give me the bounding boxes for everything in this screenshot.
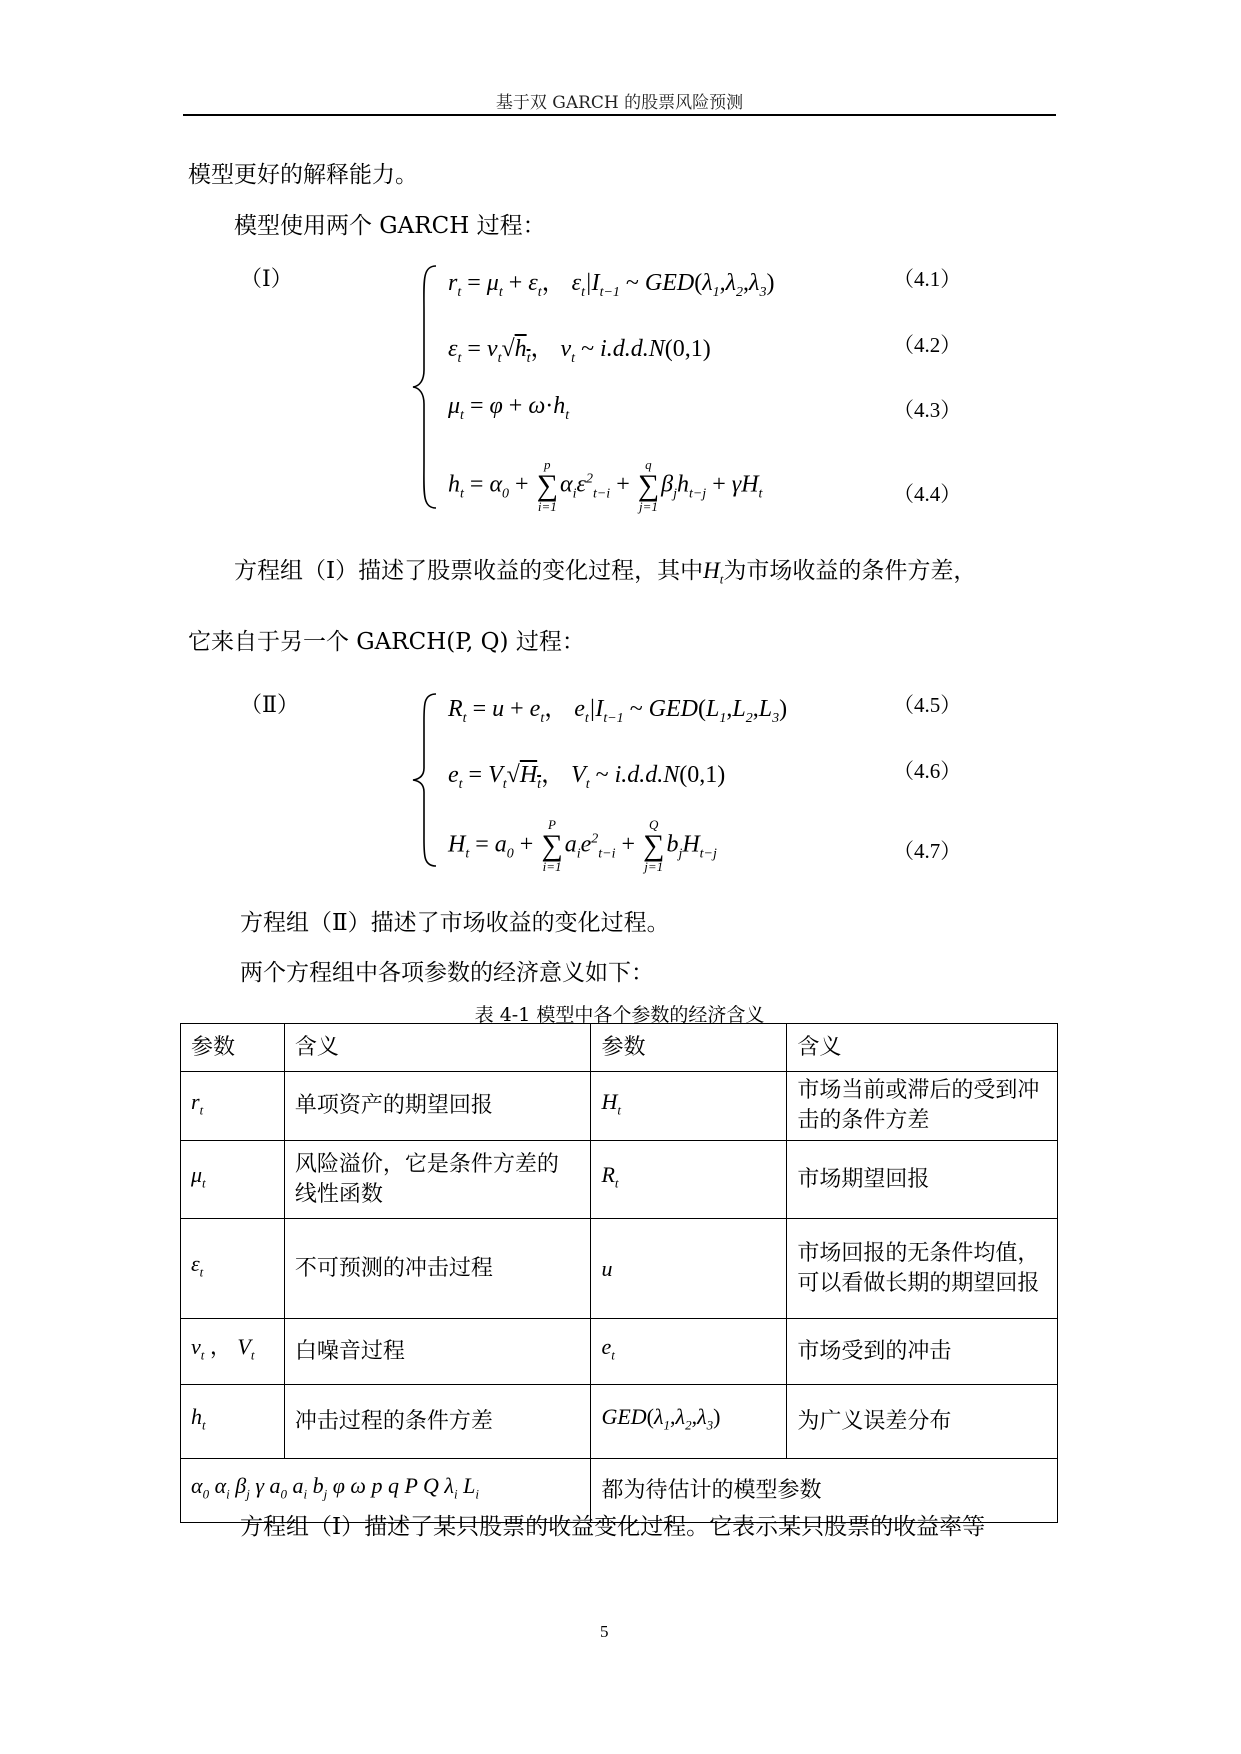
symbol-cell: $r_t$ <box>181 1072 285 1141</box>
running-header: 基于双 GARCH 的股票风险预测 <box>495 93 744 113</box>
paragraph-7: 方程组（Ⅰ）描述了某只股票的收益变化过程。它表示某只股票的收益率等 <box>240 1514 986 1540</box>
meaning-cell: 风险溢价，它是条件方差的线性函数 <box>284 1141 591 1219</box>
symbol-list-cell: $\alpha_0$ $\alpha_i$ $\beta_j$ γ $a_0$ $a_i$ $b_j$ φ ω p q P Q $\lambda_i$ $L_i$ <box>181 1459 591 1523</box>
symbol-cell: $\mu_t$ <box>181 1141 285 1219</box>
equation-number-4-7: （4.7） <box>893 839 962 863</box>
equation-4-6: $e_t = V_t√H_t$， $V_t$ ~ i.d.d.N(0,1) <box>448 762 726 792</box>
equation-number-4-5: （4.5） <box>893 693 962 717</box>
table-header-cell: 含义 <box>284 1024 591 1072</box>
paragraph-3-end: 为市场收益的条件方差， <box>723 558 977 584</box>
equation-4-1: $r_t = \mu_t + \varepsilon_t$， $\varepsilon_t|I_{t-1}$ ~ $GED(\lambda_1,\lambda_2,\lambda_3)$ <box>448 270 775 300</box>
equation-4-5: $R_t = u + e_t$， $e_t|I_{t-1}$ ~ $GED(L_1,L_2,L_3)$ <box>448 696 788 726</box>
parameter-table <box>180 1023 1058 1523</box>
symbol-cell: $GED(\lambda_1,\lambda_2,\lambda_3)$ <box>591 1385 787 1459</box>
meaning-cell: 不可预测的冲击过程 <box>284 1219 591 1319</box>
header-rule <box>183 114 1056 116</box>
meaning-cell: 为广义误差分布 <box>787 1385 1058 1459</box>
symbol-cell: u <box>591 1219 787 1319</box>
equation-number-4-6: （4.6） <box>893 759 962 783</box>
symbol-cell: $H_t$ <box>591 1072 787 1141</box>
table-row <box>181 1385 1058 1459</box>
paragraph-1: 模型更好的解释能力。 <box>188 162 418 188</box>
table-header-cell: 参数 <box>591 1024 787 1072</box>
paragraph-2: 模型使用两个 GARCH 过程： <box>234 213 546 239</box>
table-header-cell: 含义 <box>787 1024 1058 1072</box>
table-row <box>181 1219 1058 1319</box>
equation-number-4-4: （4.4） <box>893 482 962 506</box>
paragraph-3: 方程组（Ⅰ）描述了股票收益的变化过程，其中$H_t$为市场收益的条件方差， <box>234 558 977 587</box>
left-brace-icon <box>410 262 440 512</box>
meaning-cell: 市场回报的无条件均值，可以看做长期的期望回报 <box>787 1219 1058 1319</box>
meaning-cell: 市场受到的冲击 <box>787 1319 1058 1385</box>
table-header-row <box>181 1024 1058 1072</box>
meaning-cell: 市场期望回报 <box>787 1141 1058 1219</box>
symbol-cell: $e_t$ <box>591 1319 787 1385</box>
system-1-label: （Ⅰ） <box>240 267 293 292</box>
table-row <box>181 1141 1058 1219</box>
meaning-cell: 冲击过程的条件方差 <box>284 1385 591 1459</box>
meaning-cell: 市场当前或滞后的受到冲击的条件方差 <box>787 1072 1058 1141</box>
equation-4-2: $\varepsilon_t = v_t√h_t$， $v_t$ ~ i.d.d.N(0,1) <box>448 336 711 366</box>
symbol-cell: $R_t$ <box>591 1141 787 1219</box>
equation-4-4: $h_t = \alpha_0$ + p ∑ i=1 $\alpha_i\varepsilon^2_{t-i}$ + q ∑ j=1 $\beta_jh_{t-j} + \gamma H_t$ <box>448 457 763 514</box>
symbol-cell: $h_t$ <box>181 1385 285 1459</box>
equation-number-4-3: （4.3） <box>893 398 962 422</box>
equation-4-3: $\mu_t = \varphi + \omega\cdot h_t$ <box>448 393 570 423</box>
left-brace-icon <box>410 690 440 870</box>
equation-number-4-1: （4.1） <box>893 267 962 291</box>
symbol-cell: $v_t$ ， $V_t$ <box>181 1319 285 1385</box>
meaning-cell: 都为待估计的模型参数 <box>591 1459 1058 1523</box>
meaning-cell: 白噪音过程 <box>284 1319 591 1385</box>
paragraph-6: 两个方程组中各项参数的经济意义如下： <box>240 960 654 986</box>
page-number: 5 <box>600 1622 609 1641</box>
table-row <box>181 1072 1058 1141</box>
paragraph-3-start: 方程组（Ⅰ）描述了股票收益的变化过程，其中 <box>234 558 704 584</box>
table-header-cell: 参数 <box>181 1024 285 1072</box>
symbol-cell: $\varepsilon_t$ <box>181 1219 285 1319</box>
paragraph-4: 它来自于另一个 GARCH(P, Q) 过程： <box>188 629 585 655</box>
paragraph-5: 方程组（Ⅱ）描述了市场收益的变化过程。 <box>240 910 670 936</box>
equation-number-4-2: （4.2） <box>893 333 962 357</box>
system-2-label: （Ⅱ） <box>240 693 299 718</box>
table-caption: 表 4-1 模型中各个参数的经济含义 <box>474 1004 765 1026</box>
meaning-cell: 单项资产的期望回报 <box>284 1072 591 1141</box>
equation-4-7: $H_t = a_0$ + P ∑ i=1 $a_ie^2_{t-i}$ + Q ∑ j=1 $b_jH_{t-j}$ <box>448 817 717 874</box>
table-row <box>181 1319 1058 1385</box>
